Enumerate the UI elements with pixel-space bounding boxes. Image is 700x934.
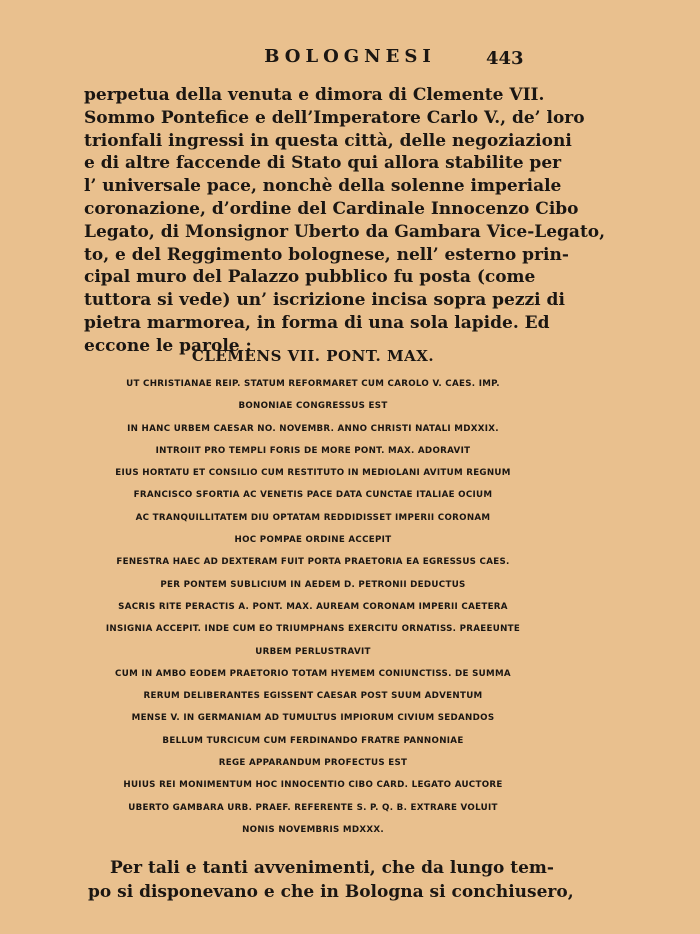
inscription-line: UBERTO GAMBARA URB. PRAEF. REFERENTE S. P. Q. B. EXTRARE VOLUIT (128, 802, 498, 813)
inscription-line: MENSE V. IN GERMANIAM AD TUMULTUS IMPIORUM CIVIUM SEDANDOS (131, 713, 495, 724)
inscription-block (84, 346, 542, 841)
inscription-line: URBEM PERLUSTRAVIT (255, 646, 371, 657)
closing-paragraph (88, 856, 574, 904)
body-line: l’ universale pace, nonchè della solenne imperiale (84, 176, 562, 197)
inscription-line: FRANCISCO SFORTIA AC VENETIS PACE DATA CUNCTAE ITALIAE OCIUM (133, 490, 493, 501)
body-line: Legato, di Monsignor Uberto da Gambara Vice-Legato, (84, 221, 606, 242)
body-line: pietra marmorea, in forma di una sola lapide. Ed (84, 312, 550, 333)
body-paragraph (84, 84, 606, 358)
inscription-line: CUM IN AMBO EODEM PRAETORIO TOTAM HYEMEM CONIUNCTISS. DE SUMMA (115, 668, 511, 679)
body-line: eccone le parole : (84, 335, 252, 356)
body-line: trionfali ingressi in questa città, delle negoziazioni (84, 130, 572, 151)
inscription-line: REGE APPARANDUM PROFECTUS EST (218, 758, 408, 769)
body-line: perpetua della venuta e dimora di Clemente VII. (84, 85, 545, 105)
inscription-line: FENESTRA HAEC AD DEXTERAM FUIT PORTA PRAETORIA EA EGRESSUS CAES. (116, 557, 510, 568)
inscription-line: INTROIIT PRO TEMPLI FORIS DE MORE PONT. MAX. ADORAVIT (155, 445, 471, 456)
inscription-line: PER PONTEM SUBLICIUM IN AEDEM D. PETRONII DEDUCTUS (160, 579, 466, 590)
inscription-line: SACRIS RITE PERACTIS A. PONT. MAX. AUREAM CORONAM IMPERII CAETERA (118, 601, 508, 612)
page-number: 443 (486, 48, 524, 69)
inscription-line: HOC POMPAE ORDINE ACCEPIT (234, 535, 392, 546)
body-line: to, e del Reggimento bolognese, nell’ esterno prin- (84, 244, 569, 265)
body-line: e di altre faccende di Stato qui allora stabilite per (84, 153, 562, 174)
closing-line: po si disponevano e che in Bologna si conchiusero, (88, 882, 574, 902)
running-title: BOLOGNESI (264, 46, 436, 67)
body-line: coronazione, d’ordine del Cardinale Innocenzo Cibo (84, 198, 579, 219)
inscription-line: HUIUS REI MONIMENTUM HOC INNOCENTIO CIBO CARD. LEGATO AUCTORE (123, 780, 503, 791)
inscription-line: BELLUM TURCICUM CUM FERDINANDO FRATRE PANNONIAE (162, 735, 464, 746)
closing-line: Per tali e tanti avvenimenti, che da lungo tem- (110, 858, 554, 878)
inscription-line: INSIGNIA ACCEPIT. INDE CUM EO TRIUMPHANS EXERCITU ORNATISS. PRAEEUNTE (105, 624, 521, 635)
page-header (0, 46, 700, 76)
inscription-line: UT CHRISTIANAE REIP. STATUM REFORMARET CUM CAROLO V. CAES. IMP. (126, 379, 500, 389)
inscription-line: EIUS HORTATU ET CONSILIO CUM RESTITUTO IN MEDIOLANI AVITUM REGNUM (115, 468, 511, 479)
inscription-line: BONONIAE CONGRESSUS EST (238, 401, 388, 412)
body-line: tuttora si vede) un’ iscrizione incisa sopra pezzi di (84, 290, 565, 311)
inscription-line: RERUM DELIBERANTES EGISSENT CAESAR POST SUUM ADVENTUM (143, 691, 483, 702)
body-line: cipal muro del Palazzo pubblico fu posta (come (84, 267, 536, 288)
inscription-heading: CLEMENS VII. PONT. MAX. (191, 347, 435, 365)
inscription-line: AC TRANQUILLITATEM DIU OPTATAM REDDIDISSET IMPERII CORONAM (135, 512, 491, 523)
inscription-line: NONIS NOVEMBRIS MDXXX. (242, 824, 384, 835)
body-line: Sommo Pontefice e dell’Imperatore Carlo V., de’ loro (84, 107, 585, 128)
inscription-line: IN HANC URBEM CAESAR NO. NOVEMBR. ANNO CHRISTI NATALI MDXXIX. (127, 423, 499, 434)
